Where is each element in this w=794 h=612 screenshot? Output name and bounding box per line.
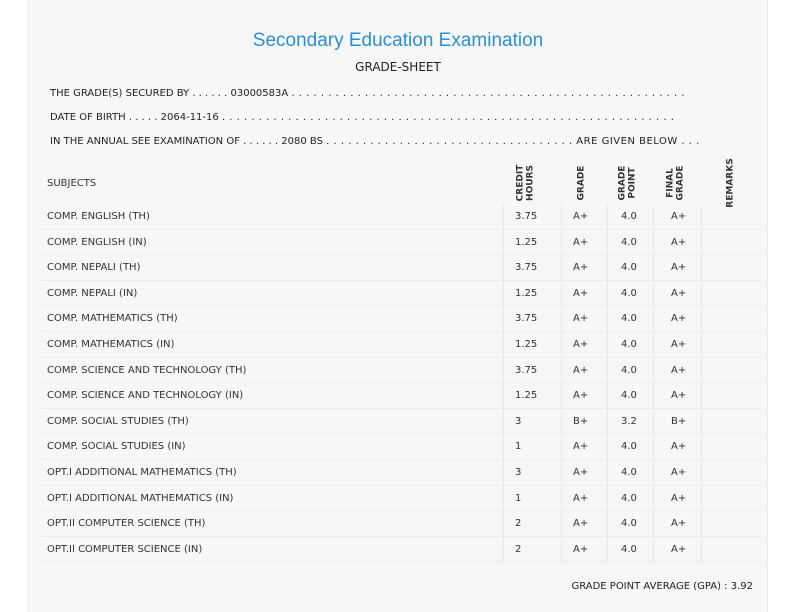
subject-cell: COMP. SOCIAL STUDIES (TH)	[47, 415, 189, 427]
grade-cell: A+	[573, 492, 589, 504]
col-subjects-header: SUBJECTS	[47, 178, 97, 189]
col-remarks-header	[711, 158, 751, 208]
credit-hours-cell: 1.25	[515, 287, 538, 299]
credit-hours-cell: 1	[515, 492, 522, 504]
subject-cell: OPT.II COMPUTER SCIENCE (TH)	[47, 518, 206, 530]
grade-point-cell: 4.0	[621, 390, 637, 402]
grade-point-label: GRADE POINT	[617, 165, 637, 201]
column-divider	[607, 204, 608, 562]
final-grade-label: FINAL GRADE	[665, 165, 685, 201]
grade-point-cell: 4.0	[621, 211, 637, 222]
final-grade-cell: A+	[671, 390, 687, 402]
grade-point-cell: 4.0	[621, 441, 637, 453]
grade-cell: A+	[573, 338, 589, 350]
subject-cell: COMP. NEPALI (TH)	[47, 262, 141, 274]
credit-hours-label: CREDIT HOURS	[515, 164, 535, 202]
final-grade-cell: A+	[671, 441, 687, 453]
subject-cell: COMP. SCIENCE AND TECHNOLOGY (IN)	[47, 390, 244, 402]
grade-cell: A+	[573, 262, 589, 274]
date-of-birth-line	[50, 112, 674, 123]
page-subtitle: GRADE-SHEET	[355, 60, 441, 74]
grade-point-cell: 4.0	[621, 364, 637, 376]
final-grade-cell: A+	[671, 364, 687, 376]
subject-cell: COMP. NEPALI (IN)	[47, 287, 138, 299]
grade-point-cell: 4.0	[621, 518, 637, 530]
grade-point-cell: 4.0	[621, 262, 637, 274]
dob-dots: . . . . . . . . . . . . . . . . . . . . . . . . . . . . . . . . . . . . . . . . . . . . . . . . . . . . . . . . . . . . . .	[221, 112, 675, 123]
table-header	[41, 158, 761, 208]
col-final-grade-header	[655, 163, 695, 203]
exam-tail: . . . . . . . . . . . . . . . . . . . . . . . . . . . . . . . . . . ARE GIVEN BELOW . . .	[326, 136, 700, 147]
grade-cell: A+	[573, 441, 589, 453]
final-grade-cell: A+	[671, 518, 687, 530]
final-grade-cell: A+	[671, 338, 687, 350]
grade-point-cell: 4.0	[621, 338, 637, 350]
grade-label: GRADE	[576, 165, 586, 201]
grade-cell: A+	[573, 287, 589, 299]
final-grade-cell: A+	[671, 492, 687, 504]
grade-point-cell: 4.0	[621, 492, 637, 504]
credit-hours-cell: 3	[515, 466, 522, 478]
credit-hours-cell: 1.25	[515, 338, 538, 350]
grade-cell: A+	[573, 211, 589, 222]
credit-hours-cell: 3.75	[515, 313, 538, 325]
grade-point-cell: 3.2	[621, 415, 637, 427]
dob-label: DATE OF BIRTH . . . . .	[50, 112, 158, 123]
subject-cell: COMP. ENGLISH (TH)	[47, 211, 150, 222]
grade-cell: A+	[573, 364, 589, 376]
subject-cell: COMP. ENGLISH (IN)	[47, 236, 147, 248]
exam-label: IN THE ANNUAL SEE EXAMINATION OF . . . . . .	[50, 136, 279, 147]
column-divider	[701, 204, 702, 562]
subject-cell: OPT.I ADDITIONAL MATHEMATICS (TH)	[47, 466, 237, 478]
subject-cell: OPT.II COMPUTER SCIENCE (IN)	[47, 543, 203, 555]
final-grade-cell: A+	[671, 543, 687, 555]
gpa-summary	[571, 581, 753, 592]
grade-point-cell: 4.0	[621, 466, 637, 478]
grade-cell: A+	[573, 543, 589, 555]
final-grade-cell: A+	[671, 466, 687, 478]
grade-sheet	[28, 0, 768, 612]
final-grade-cell: A+	[671, 262, 687, 274]
final-grade-cell: A+	[671, 236, 687, 248]
credit-hours-cell: 1.25	[515, 390, 538, 402]
credit-hours-cell: 3.75	[515, 364, 538, 376]
column-divider	[653, 204, 654, 562]
grade-cell: B+	[573, 415, 589, 427]
grade-cell: A+	[573, 313, 589, 325]
remarks-label: REMARKS	[726, 158, 737, 208]
credit-hours-cell: 3	[515, 415, 522, 427]
credit-hours-cell: 3.75	[515, 262, 538, 274]
subject-cell: OPT.I ADDITIONAL MATHEMATICS (IN)	[47, 492, 234, 504]
credit-hours-cell: 1	[515, 441, 522, 453]
credit-hours-cell: 1.25	[515, 236, 538, 248]
secured-by-dots: . . . . . . . . . . . . . . . . . . . . . . . . . . . . . . . . . . . . . . . . . . . . . . . . . . . . . .	[291, 88, 686, 99]
credit-hours-cell: 2	[515, 518, 522, 530]
grade-point-cell: 4.0	[621, 543, 637, 555]
exam-line	[50, 136, 700, 147]
grade-point-cell: 4.0	[621, 313, 637, 325]
grades-table	[41, 160, 761, 562]
grade-cell: A+	[573, 518, 589, 530]
grade-cell: A+	[573, 390, 589, 402]
col-credit-hours-header	[505, 163, 545, 203]
final-grade-cell: A+	[671, 287, 687, 299]
subject-cell: COMP. SOCIAL STUDIES (IN)	[47, 441, 186, 453]
col-grade-point-header	[607, 163, 647, 203]
credit-hours-cell: 3.75	[515, 211, 538, 222]
subject-cell: COMP. SCIENCE AND TECHNOLOGY (TH)	[47, 364, 247, 376]
exam-year: 2080 BS	[281, 136, 323, 147]
col-grade-header	[561, 163, 601, 203]
secured-by-label: THE GRADE(S) SECURED BY . . . . . .	[50, 88, 228, 99]
column-divider	[561, 204, 562, 562]
grade-point-cell: 4.0	[621, 287, 637, 299]
subject-cell: COMP. MATHEMATICS (IN)	[47, 338, 175, 350]
column-divider	[503, 204, 504, 562]
symbol-number: 03000583A	[230, 88, 289, 99]
gpa-label: GRADE POINT AVERAGE (GPA) :	[571, 581, 728, 592]
final-grade-cell: A+	[671, 313, 687, 325]
grade-cell: A+	[573, 466, 589, 478]
subject-cell: COMP. MATHEMATICS (TH)	[47, 313, 178, 325]
final-grade-cell: A+	[671, 211, 687, 222]
dob-value: 2064-11-16	[160, 112, 219, 123]
credit-hours-cell: 2	[515, 543, 522, 555]
page-title: Secondary Education Examination	[252, 30, 544, 51]
grade-point-cell: 4.0	[621, 236, 637, 248]
secured-by-line	[50, 88, 685, 99]
gpa-value: 3.92	[730, 581, 753, 592]
grade-cell: A+	[573, 236, 589, 248]
final-grade-cell: B+	[671, 415, 687, 427]
